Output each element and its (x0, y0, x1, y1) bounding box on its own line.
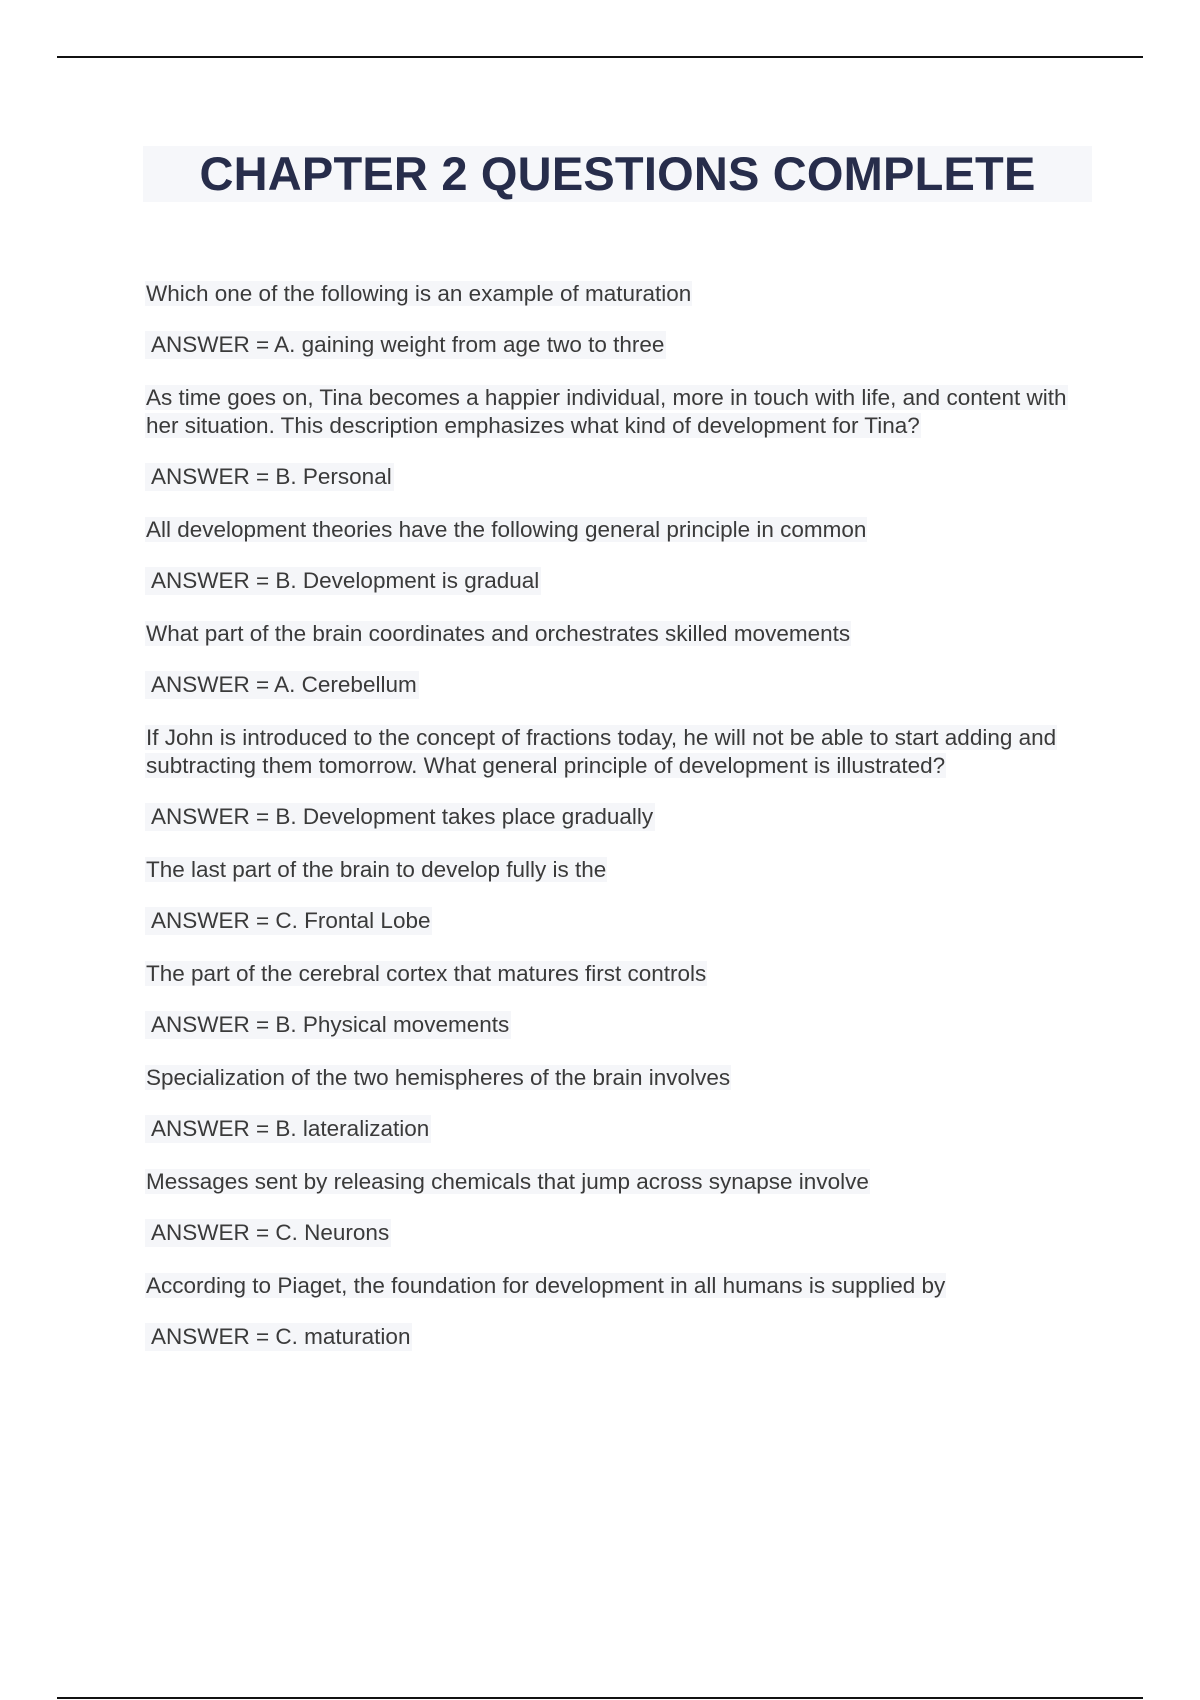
answer-text: ANSWER = B. Development is gradual (145, 567, 541, 595)
qa-item (145, 724, 1095, 831)
answer-text: ANSWER = C. maturation (145, 1323, 412, 1351)
question-text: The part of the cerebral cortex that matures first controls (146, 961, 707, 986)
qa-item (145, 960, 1095, 1039)
qa-item (145, 620, 1095, 699)
answer-text: ANSWER = B. Development takes place gradually (145, 803, 655, 831)
question-text: All development theories have the following general principle in common (146, 517, 867, 542)
qa-item (145, 1064, 1095, 1143)
question-text: Messages sent by releasing chemicals that jump across synapse involve (146, 1169, 869, 1194)
top-rule (57, 56, 1143, 58)
qa-item (145, 1168, 1095, 1247)
answer-text: ANSWER = B. Personal (145, 463, 394, 491)
qa-list (145, 280, 1095, 1376)
answer-text: ANSWER = A. gaining weight from age two to three (145, 331, 666, 359)
question-text: As time goes on, Tina becomes a happier individual, more in touch with life, and content with her situation. This description emphasizes what kind of development for Tina? (146, 385, 1067, 438)
answer-text: ANSWER = B. lateralization (145, 1115, 431, 1143)
question-text: What part of the brain coordinates and orchestrates skilled movements (146, 621, 851, 646)
qa-item (145, 856, 1095, 935)
question-text: According to Piaget, the foundation for development in all humans is supplied by (146, 1273, 946, 1298)
qa-item (145, 384, 1095, 491)
qa-item (145, 516, 1095, 595)
question-text: The last part of the brain to develop fully is the (146, 857, 607, 882)
bottom-rule (57, 1697, 1143, 1699)
page-title: CHAPTER 2 QUESTIONS COMPLETE (199, 147, 1036, 200)
answer-text: ANSWER = B. Physical movements (145, 1011, 511, 1039)
answer-text: ANSWER = A. Cerebellum (145, 671, 419, 699)
qa-item (145, 1272, 1095, 1351)
answer-text: ANSWER = C. Neurons (145, 1219, 391, 1247)
title-box (143, 146, 1092, 202)
question-text: If John is introduced to the concept of fractions today, he will not be able to start adding and subtracting them tomorrow. What general principle of development is illustrated? (146, 725, 1057, 778)
question-text: Which one of the following is an example of maturation (146, 281, 692, 306)
qa-item (145, 280, 1095, 359)
question-text: Specialization of the two hemispheres of the brain involves (146, 1065, 731, 1090)
answer-text: ANSWER = C. Frontal Lobe (145, 907, 432, 935)
